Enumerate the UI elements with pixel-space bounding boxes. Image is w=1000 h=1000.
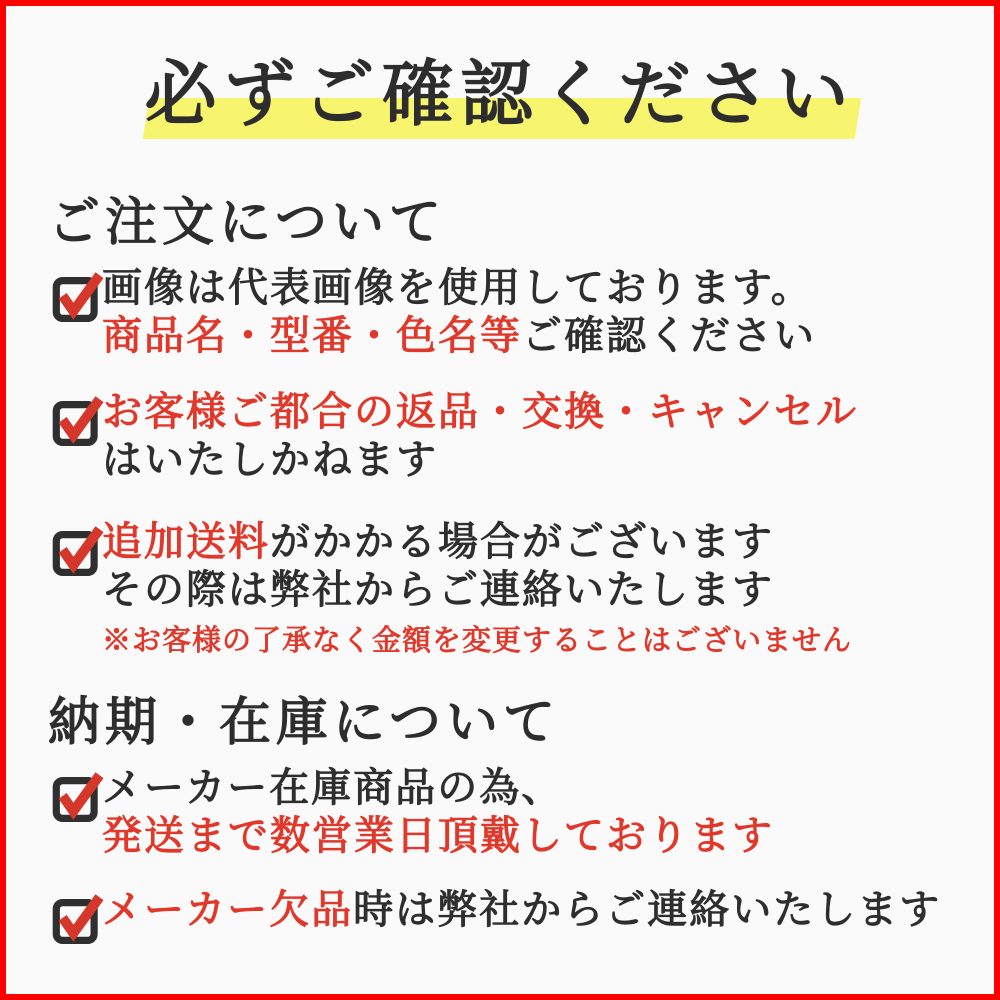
- item-line: [102, 264, 816, 312]
- item-text-segment: 画像は代表画像を使用しております。: [102, 265, 813, 310]
- list-item: [50, 264, 816, 360]
- item-text: [102, 764, 774, 860]
- item-line: [102, 764, 774, 812]
- checked-checkbox-icon: [50, 390, 104, 448]
- item-line: [102, 388, 858, 436]
- item-text: [102, 518, 852, 659]
- item-text-segment-red: 商品名・型番・色名等: [102, 313, 522, 358]
- item-text-segment-red: 追加送料: [102, 519, 270, 564]
- item-text: [102, 264, 816, 360]
- list-item: [50, 886, 941, 946]
- item-text-segment: メーカー在庫商品の為、: [102, 765, 564, 810]
- item-line: [102, 566, 852, 614]
- item-text-segment-red: お客様ご都合の返品・交換・キャンセル: [102, 389, 858, 434]
- item-text-segment: 時は弊社からご連絡いたします: [353, 887, 942, 932]
- checked-checkbox-icon: [50, 888, 104, 946]
- item-text: [102, 886, 941, 934]
- list-item: [50, 764, 774, 860]
- checked-checkbox-icon: [50, 766, 104, 824]
- item-text-segment: その際は弊社からご連絡いたします: [102, 567, 774, 612]
- item-text-segment-red: メーカー欠品: [102, 887, 354, 932]
- checked-checkbox-icon: [50, 266, 104, 324]
- item-text-segment: ご確認ください: [522, 313, 816, 358]
- item-line: [102, 312, 816, 360]
- title-section: [6, 36, 994, 156]
- item-line: [102, 886, 941, 934]
- checked-checkbox-icon: [50, 520, 104, 578]
- item-text: [102, 388, 858, 484]
- item-line: [102, 518, 852, 566]
- item-line: [102, 436, 858, 484]
- section-heading-delivery-stock: 納期・在庫について: [48, 695, 560, 752]
- item-note: ※お客様の了承なく金額を変更することはございません: [102, 625, 853, 657]
- list-item: [50, 388, 858, 484]
- item-text-segment-red: 発送まで数営業日頂戴しております: [102, 813, 774, 858]
- item-text-segment: はいたしかねます: [102, 437, 438, 482]
- page-title: 必ずご確認ください: [144, 55, 856, 135]
- list-item: [50, 518, 852, 659]
- section-heading-order: ご注文について: [48, 195, 446, 252]
- item-line: [102, 812, 774, 860]
- item-text-segment: がかかる場合がございます: [270, 519, 774, 564]
